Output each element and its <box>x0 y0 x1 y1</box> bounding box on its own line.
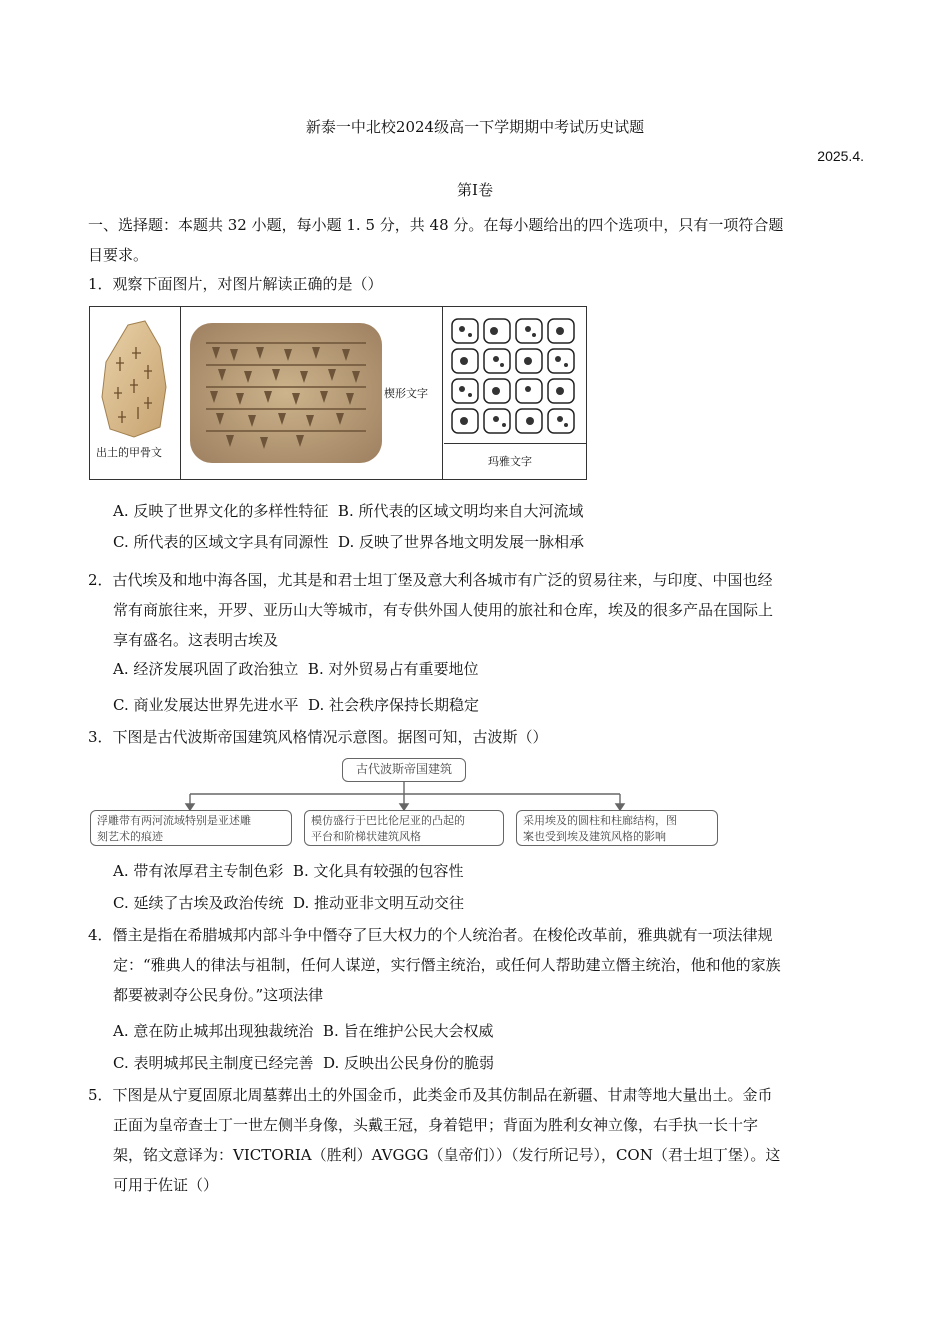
q1-option-b[interactable]: B. 所代表的区域文明均来自大河流域 <box>337 502 584 520</box>
q1-option-c[interactable]: C. 所代表的区域文字具有同源性 <box>113 533 329 551</box>
oracle-bone-image <box>90 307 180 447</box>
question-4-line2: 定：“雅典人的律法与祖制，任何人谋逆，实行僭主统治，或任何人帮助建立僭主统治，他和他的家族 <box>113 956 781 974</box>
question-4-line3: 都要被剥夺公民身份。”这项法律 <box>113 986 324 1004</box>
question-2-line3: 享有盛名。这表明古埃及 <box>113 631 279 649</box>
question-4-line1: 4．僭主是指在希腊城邦内部斗争中僭夺了巨大权力的个人统治者。在梭伦改革前，雅典就有一项法律规 <box>88 926 773 944</box>
q4-options-row1 <box>113 1020 493 1042</box>
q2-options-row2 <box>113 694 479 716</box>
oracle-bone-panel <box>90 307 181 479</box>
q3-options-row1 <box>113 860 463 882</box>
q2-option-a[interactable]: A. 经济发展巩固了政治独立 <box>113 660 299 678</box>
diagram-box-columns: 采用埃及的圆柱和柱廊结构，图 案也受到埃及建筑风格的影响 <box>516 810 718 846</box>
q3-option-a[interactable]: A. 带有浓厚君主专制色彩 <box>113 862 284 880</box>
q4-options-row2 <box>113 1052 494 1074</box>
q4-option-c[interactable]: C. 表明城邦民主制度已经完善 <box>113 1054 314 1072</box>
q2-option-b[interactable]: B. 对外贸易占有重要地位 <box>307 660 479 678</box>
q3-option-d[interactable]: D. 推动亚非文明互动交往 <box>293 894 465 912</box>
question-2-line1: 2．古代埃及和地中海各国，尤其是和君士坦丁堡及意大利各城市有广泛的贸易往来，与印度、中国也经 <box>88 571 773 589</box>
q1-figure <box>89 306 587 480</box>
section-intro: 一、选择题：本题共 32 小题，每小题 1. 5 分，共 48 分。在每小题给出的四个选项中，只有一项符合题 目要求。 <box>88 216 784 264</box>
q3-option-c[interactable]: C. 延续了古埃及政治传统 <box>113 894 284 912</box>
page-title: 新泰一中北校2024级高一下学期期中考试历史试题 <box>305 118 645 136</box>
question-5-line4: 可用于佐证（） <box>113 1176 219 1194</box>
q1-options-row2 <box>113 531 584 553</box>
q2-option-d[interactable]: D. 社会秩序保持长期稳定 <box>308 696 480 714</box>
q1-option-a[interactable]: A. 反映了世界文化的多样性特征 <box>113 502 329 520</box>
cuneiform-label: 楔形文字 <box>384 387 428 400</box>
exam-date: 2025.4. <box>817 148 864 164</box>
diagram-root: 古代波斯帝国建筑 <box>342 758 466 782</box>
question-5-line1: 5．下图是从宁夏固原北周墓葬出土的外国金币，此类金币及其仿制品在新疆、甘肃等地大量出土。金币 <box>88 1086 773 1104</box>
q1-option-d[interactable]: D. 反映了世界各地文明发展一脉相承 <box>338 533 585 551</box>
cuneiform-panel <box>182 307 443 479</box>
diagram-box-platform: 模仿盛行于巴比伦尼亚的凸起的 平台和阶梯状建筑风格 <box>304 810 504 846</box>
question-3-stem: 3．下图是古代波斯帝国建筑风格情况示意图。据图可知，古波斯（） <box>88 728 548 746</box>
maya-panel <box>444 307 586 479</box>
cuneiform-tablet-image <box>186 313 386 473</box>
question-5-line3: 架，铭文意译为：VICTORIA（胜利）AVGGG（皇帝们））（发行所记号），CON（君士坦丁堡）。这 <box>113 1146 781 1164</box>
maya-glyphs-image <box>450 317 580 437</box>
q1-options-row1 <box>113 500 583 522</box>
q3-options-row2 <box>113 892 464 914</box>
question-5-line2: 正面为皇帝查士丁一世左侧半身像，头戴王冠，身着铠甲；背面为胜利女神立像，右手执一长十字 <box>113 1116 759 1134</box>
q2-options-row1 <box>113 658 478 680</box>
volume-heading: 第Ⅰ卷 <box>457 181 493 199</box>
q3-option-b[interactable]: B. 文化具有较强的包容性 <box>292 862 464 880</box>
maya-label: 玛雅文字 <box>488 455 532 468</box>
q4-option-d[interactable]: D. 反映出公民身份的脆弱 <box>323 1054 495 1072</box>
q2-option-c[interactable]: C. 商业发展达世界先进水平 <box>113 696 299 714</box>
q4-option-b[interactable]: B. 旨在维护公民大会权威 <box>322 1022 494 1040</box>
question-1-stem: 1．观察下面图片，对图片解读正确的是（） <box>88 275 383 293</box>
q4-option-a[interactable]: A. 意在防止城邦出现独裁统治 <box>113 1022 314 1040</box>
question-2-line2: 常有商旅往来，开罗、亚历山大等城市，有专供外国人使用的旅社和仓库，埃及的很多产品在国际上 <box>113 601 774 619</box>
oracle-bone-label: 出土的甲骨文 <box>96 446 162 459</box>
diagram-box-relief: 浮雕带有两河流域特别是亚述雕 刻艺术的痕迹 <box>90 810 292 846</box>
q3-diagram <box>90 756 720 848</box>
